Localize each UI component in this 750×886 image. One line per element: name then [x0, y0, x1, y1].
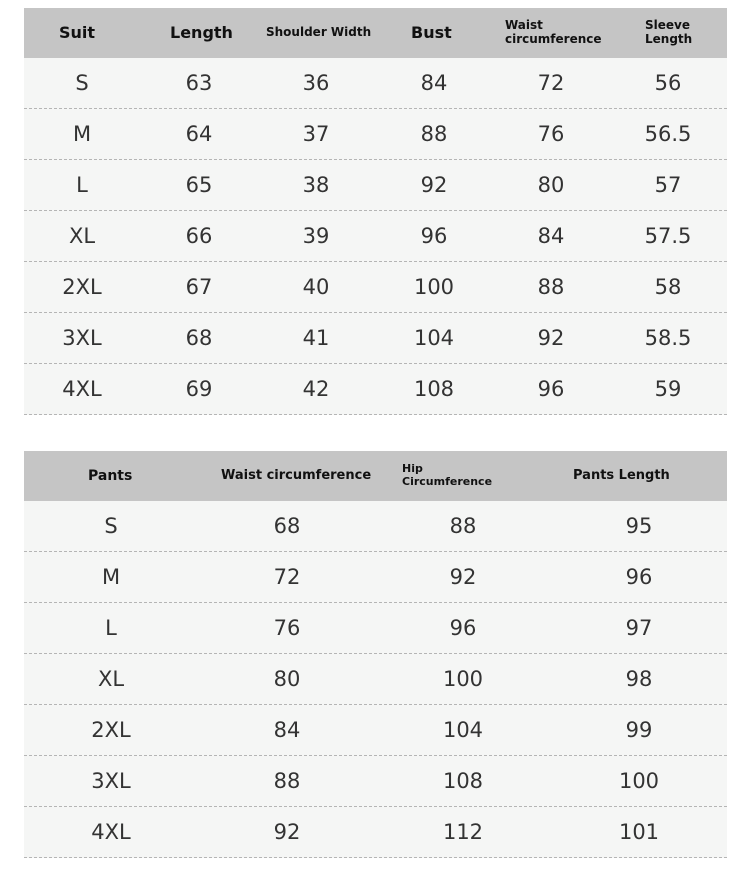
table-row — [24, 756, 727, 807]
waist-circumference-cell: 80 — [273, 667, 301, 691]
waist-circumference-cell: 88 — [537, 275, 565, 299]
size-cell: S — [75, 71, 89, 95]
size-cell: 3XL — [62, 326, 102, 350]
pants-length-cell: 101 — [618, 820, 660, 844]
shoulder-width-cell: 39 — [302, 224, 330, 248]
header-sleeve-length: Sleeve Length — [645, 18, 693, 46]
shoulder-width-cell: 38 — [302, 173, 330, 197]
table-row — [24, 552, 727, 603]
table-row — [24, 313, 727, 364]
shoulder-width-cell: 41 — [302, 326, 330, 350]
sleeve-length-cell: 58.5 — [644, 326, 692, 350]
waist-circumference-cell: 92 — [273, 820, 301, 844]
table-row — [24, 160, 727, 211]
hip-circumference-cell: 88 — [449, 514, 477, 538]
length-cell: 67 — [185, 275, 213, 299]
header-waist-circumference: Waist circumference — [221, 467, 372, 483]
shoulder-width-cell: 36 — [302, 71, 330, 95]
bust-cell: 104 — [413, 326, 455, 350]
header-hip-circumference: Hip Circumference — [402, 462, 493, 488]
waist-circumference-cell: 88 — [273, 769, 301, 793]
sleeve-length-cell: 58 — [654, 275, 682, 299]
table-row — [24, 262, 727, 313]
pants-length-cell: 98 — [625, 667, 653, 691]
waist-circumference-cell: 84 — [273, 718, 301, 742]
pants-table-header — [24, 451, 727, 501]
bust-cell: 88 — [420, 122, 448, 146]
length-cell: 69 — [185, 377, 213, 401]
shoulder-width-cell: 40 — [302, 275, 330, 299]
suit-table-body — [24, 58, 727, 415]
sleeve-length-cell: 57.5 — [644, 224, 692, 248]
bust-cell: 100 — [413, 275, 455, 299]
waist-circumference-cell: 96 — [537, 377, 565, 401]
header-shoulder-width: Shoulder Width — [266, 25, 372, 40]
pants-table-body — [24, 501, 727, 858]
size-cell: L — [105, 616, 117, 640]
waist-circumference-cell: 72 — [537, 71, 565, 95]
size-cell: 2XL — [62, 275, 102, 299]
header-bust: Bust — [411, 22, 452, 42]
pants-length-cell: 95 — [625, 514, 653, 538]
size-cell: M — [101, 565, 121, 589]
sleeve-length-cell: 59 — [654, 377, 682, 401]
pants-length-cell: 97 — [625, 616, 653, 640]
hip-circumference-cell: 92 — [449, 565, 477, 589]
length-cell: 66 — [185, 224, 213, 248]
hip-circumference-cell: 112 — [442, 820, 484, 844]
sleeve-length-cell: 56.5 — [644, 122, 692, 146]
size-cell: 2XL — [91, 718, 131, 742]
pants-length-cell: 99 — [625, 718, 653, 742]
pants-length-cell: 100 — [618, 769, 660, 793]
waist-circumference-cell: 92 — [537, 326, 565, 350]
size-cell: L — [76, 173, 88, 197]
length-cell: 68 — [185, 326, 213, 350]
sleeve-length-cell: 57 — [654, 173, 682, 197]
suit-table-header — [24, 8, 727, 58]
table-row — [24, 109, 727, 160]
table-row — [24, 364, 727, 415]
waist-circumference-cell: 72 — [273, 565, 301, 589]
bust-cell: 92 — [420, 173, 448, 197]
size-cell: XL — [97, 667, 125, 691]
bust-cell: 96 — [420, 224, 448, 248]
waist-circumference-cell: 76 — [537, 122, 565, 146]
size-cell: 4XL — [62, 377, 102, 401]
header-pants-length: Pants Length — [573, 467, 670, 483]
waist-circumference-cell: 84 — [537, 224, 565, 248]
waist-circumference-cell: 68 — [273, 514, 301, 538]
header-pants: Pants — [88, 467, 133, 484]
table-row — [24, 58, 727, 109]
shoulder-width-cell: 42 — [302, 377, 330, 401]
hip-circumference-cell: 108 — [442, 769, 484, 793]
header-waist-circumference: Waist circumference — [505, 18, 602, 46]
size-cell: 4XL — [91, 820, 131, 844]
table-row — [24, 807, 727, 858]
table-row — [24, 603, 727, 654]
table-row — [24, 501, 727, 552]
size-cell: S — [104, 514, 118, 538]
hip-circumference-cell: 96 — [449, 616, 477, 640]
pants-length-cell: 96 — [625, 565, 653, 589]
waist-circumference-cell: 76 — [273, 616, 301, 640]
hip-circumference-cell: 104 — [442, 718, 484, 742]
header-length: Length — [170, 22, 233, 42]
size-cell: 3XL — [91, 769, 131, 793]
size-cell: M — [72, 122, 92, 146]
length-cell: 64 — [185, 122, 213, 146]
size-cell: XL — [68, 224, 96, 248]
length-cell: 65 — [185, 173, 213, 197]
bust-cell: 108 — [413, 377, 455, 401]
suit-size-table — [24, 8, 727, 415]
table-row — [24, 654, 727, 705]
table-row — [24, 211, 727, 262]
table-row — [24, 705, 727, 756]
hip-circumference-cell: 100 — [442, 667, 484, 691]
waist-circumference-cell: 80 — [537, 173, 565, 197]
header-suit: Suit — [59, 22, 96, 42]
sleeve-length-cell: 56 — [654, 71, 682, 95]
bust-cell: 84 — [420, 71, 448, 95]
pants-size-table — [24, 451, 727, 858]
shoulder-width-cell: 37 — [302, 122, 330, 146]
length-cell: 63 — [185, 71, 213, 95]
